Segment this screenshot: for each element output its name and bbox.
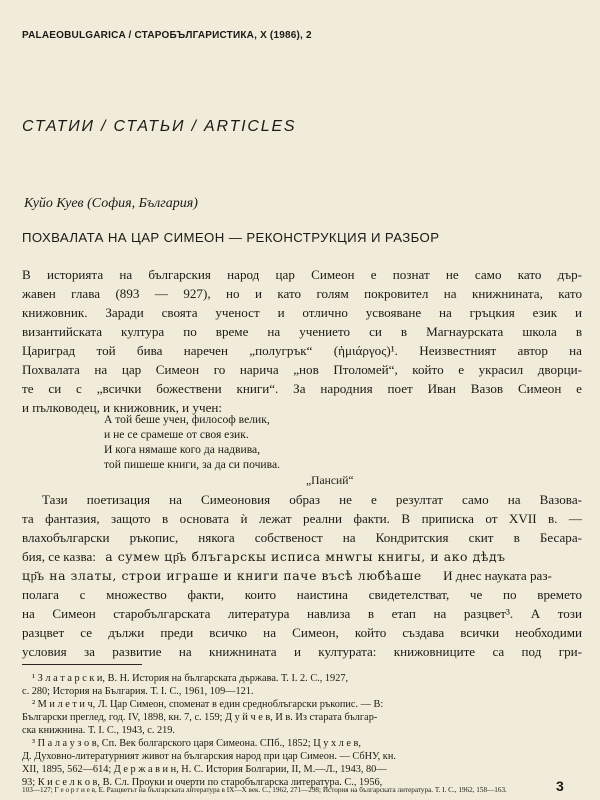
footnote-line: ² М и л е т и ч, Л. Цар Симеон, споменат в един средноблъгарски ръкопис. — В: [32, 699, 384, 710]
body-line: В историята на българския народ цар Симеон е познат не само като дър- [22, 267, 582, 282]
section-title: СТАТИИ / СТАТЬИ / ARTICLES [22, 118, 297, 135]
body-line: и пълководец, и книжовник, и учен: [22, 400, 223, 415]
body-line: Тази поетизация на Симеоновия образ не е резултат само на Вазова- [42, 492, 582, 507]
body-line: византийската култура по време на учението си в Магнаурската школа в [22, 324, 582, 339]
footnote-line: ¹ З л а т а р с к и, В. Н. История на българската държава. Т. I. 2. С., 1927, [32, 673, 349, 684]
body-line: на Симеон старобългарската литература навлиза в етап на разцвет³. А този [22, 606, 582, 621]
body-line: жавен глава (893 — 927), но и като голям покровител на книжнината, като [22, 286, 582, 301]
body-line: разцвет се дължи преди всичко на Симеон, който създава всички необходими [22, 625, 582, 640]
page-number: 3 [556, 778, 564, 794]
running-head: PALAEOBULGARICA / СТАРОБЪЛГАРИСТИКА, X (1986), 2 [22, 30, 312, 41]
old-slavonic-quote: а сумеѡ цр҃ь блъгарскы исписа мнwгы книгы, и ако дѣдъ [105, 549, 506, 564]
body-line: те си с „всички божествени книги“. За народния поет Иван Вазов Симеон е [22, 381, 582, 396]
footnote-line: с. 280; История на България. Т. I. С., 1961, 109—121. [22, 686, 254, 697]
body-line [22, 548, 582, 565]
old-slavonic-quote: цр҃ь на златы, строи играше и книги паче въсѣ любѣаше [22, 568, 422, 583]
footnote-line: 103—127; Г е о р г и е в, Е. Разцветът на българската литература в IX—X век. С., 1962, 271—298; История на българската литература. Т. I. С., 1962, 158—163. [22, 786, 507, 794]
article-author: Куйо Куев (София, България) [24, 196, 198, 211]
body-line: условия за развитие на книжнината и културата: книжовниците са под гри- [22, 644, 582, 659]
body-text: И днес науката раз- [443, 568, 552, 583]
article-title: ПОХВАЛАТА НА ЦАР СИМЕОН — РЕКОНСТРУКЦИЯ И РАЗБОР [22, 230, 440, 245]
body-line: Похвалата на цар Симеон го нарича „нов Птоломей“, който е украсил дворци- [22, 362, 582, 377]
poem-line: А той беше учен, философ велик, [104, 413, 270, 426]
footnote-line: XII, 1895, 562—614; Д е р ж а в и н, Н. С. История Болгарии, II, М.—Л., 1943, 80— [22, 764, 387, 775]
body-line: полага с множество факти, които наистина свидетелстват, че по времето [22, 587, 582, 602]
body-text: бия, се казва: [22, 549, 96, 564]
poem-line: той пишеше книги, за да си почива. [104, 458, 280, 471]
body-line [22, 567, 582, 584]
footnote-rule [22, 664, 142, 665]
body-line: книжовник. Заради своята ученост и отлично усвояване на гръцкия език и [22, 305, 582, 320]
poem-line: И кога нямаше кого да надвива, [104, 443, 261, 456]
body-line: Цариград той бива наречен „полугрък“ (ἡμιάργος)¹. Неизвестният автор на [22, 343, 582, 358]
footnote-line: Български преглед, год. IV, 1898, кн. 7, с. 159; Д у й ч е в, И в. Из старата българ- [22, 712, 378, 723]
footnote-line: ска книжнина. Т. I. С., 1943, с. 219. [22, 725, 176, 736]
poem-source: „Пансий“ [306, 474, 354, 487]
footnote-line: 93; К и с е л к о в, В. Сл. Проуки и очерти по старобългарска литература. С., 1956, [22, 777, 383, 788]
footnote-line: ³ П а л а у з о в, Сп. Век болгарского царя Симеона. СПб., 1852; Ц у х л е в, [32, 738, 361, 749]
footnote-line: Д. Духовно-литературният живот на българския народ при цар Симеон. — СбНУ, кн. [22, 751, 396, 762]
body-line: влахобългарски ръкопис, някога собственост на Кондритския скит в Бесара- [22, 530, 582, 545]
poem-line: и не се срамеше от своя език. [104, 428, 249, 441]
body-line: та фантазия, защото в основата ѝ лежат реални факти. В приписка от XVII в. — [22, 511, 582, 526]
